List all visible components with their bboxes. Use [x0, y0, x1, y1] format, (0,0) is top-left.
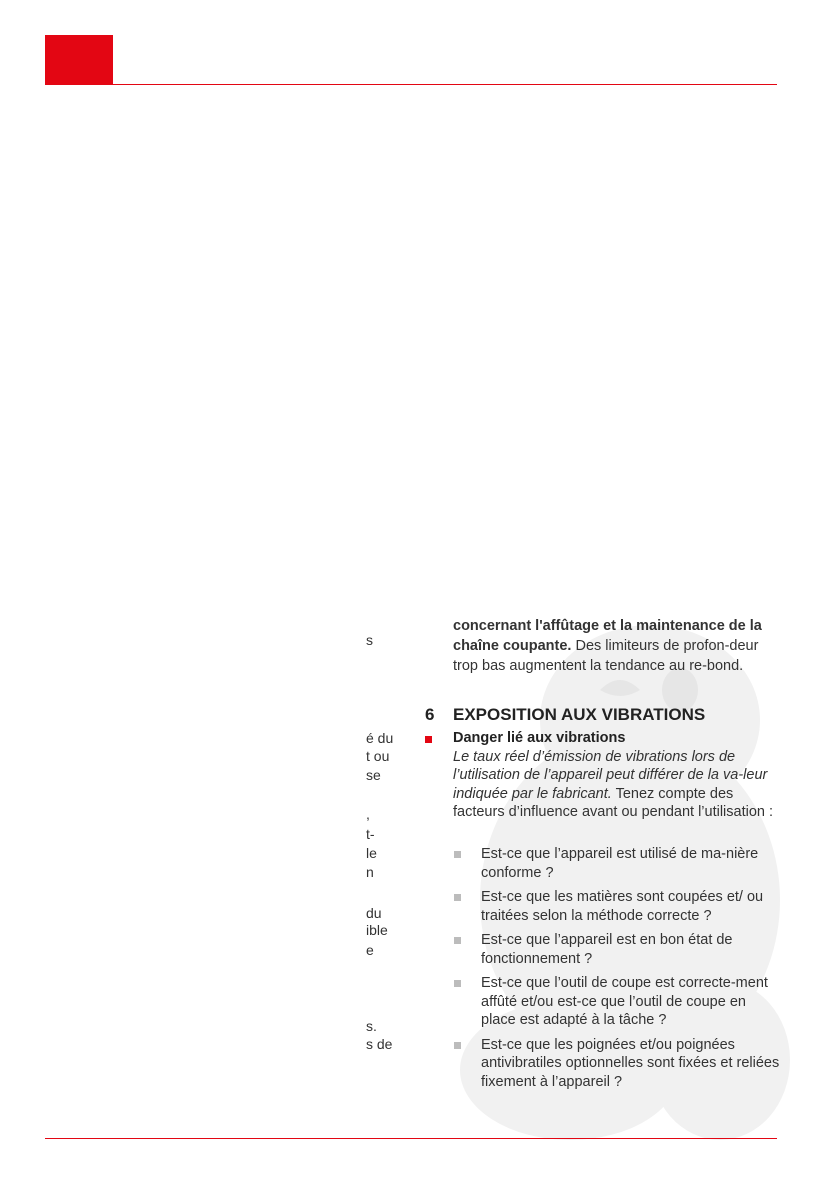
grey-square-bullet-icon	[454, 937, 461, 944]
fragment: e	[366, 942, 374, 958]
grey-square-bullet-icon	[454, 851, 461, 858]
list-item-text: Est-ce que l’appareil est utilisé de ma-nière conforme ?	[481, 846, 759, 881]
list-item-text: Est-ce que l’outil de coupe est correcte-ment affûté et/ou est-ce que l’outil de coupe en place est adapté à la tâche ?	[481, 975, 768, 1028]
red-square-bullet-icon	[425, 736, 432, 743]
list-item-text: Est-ce que l’appareil est en bon état de fonctionnement ?	[481, 932, 733, 967]
section-heading	[425, 705, 705, 725]
fragment: t ou	[366, 748, 390, 764]
section-number: 6	[425, 705, 435, 724]
section-title: EXPOSITION AUX VIBRATIONS	[453, 705, 706, 724]
list-item	[453, 931, 783, 968]
fragment: ible	[366, 922, 388, 938]
fragment: n	[366, 864, 374, 880]
intro-bold: concernant l'affûtage et la maintenance de la chaîne coupante.	[453, 618, 762, 654]
grey-square-bullet-icon	[454, 894, 461, 901]
fragment: s	[366, 632, 373, 648]
fragment: du	[366, 905, 382, 921]
danger-title: Danger lié aux vibrations	[453, 730, 626, 746]
fragment: s de	[366, 1036, 393, 1052]
intro-text: Des limiteurs de profon-deur trop bas augmentent la tendance au re-bond.	[453, 638, 759, 674]
list-item-text: Est-ce que les matières sont coupées et/ ou traitées selon la méthode correcte ?	[481, 889, 764, 924]
fragment: ,	[366, 806, 370, 822]
fragment: é du	[366, 730, 394, 746]
list-item	[453, 974, 783, 1030]
list-item-text: Est-ce que les poignées et/ou poignées antivibratiles optionnelles sont fixées et reliées fixement à l’appareil ?	[481, 1036, 780, 1090]
fragment: le	[366, 845, 377, 861]
grey-square-bullet-icon	[454, 1042, 461, 1049]
fragment: se	[366, 767, 381, 783]
header-rule	[45, 84, 777, 85]
danger-italic-text: Le taux réel d’émission de vibrations lors de l’utilisation de l’appareil peut différer de la va-leur indiquée par le fabricant.	[453, 748, 768, 802]
list-item	[453, 888, 783, 925]
grey-square-bullet-icon	[454, 980, 461, 987]
question-list	[453, 845, 783, 1097]
fragment: s.	[366, 1018, 377, 1034]
footer-rule	[45, 1138, 777, 1139]
intro-paragraph	[453, 616, 783, 676]
fragment: t-	[366, 826, 375, 842]
list-item	[453, 845, 783, 882]
list-item	[453, 1036, 783, 1092]
header-red-block	[45, 35, 113, 85]
danger-text: Tenez compte des facteurs d’influence avant ou pendant l’utilisation :	[453, 785, 774, 820]
danger-block	[425, 729, 785, 822]
